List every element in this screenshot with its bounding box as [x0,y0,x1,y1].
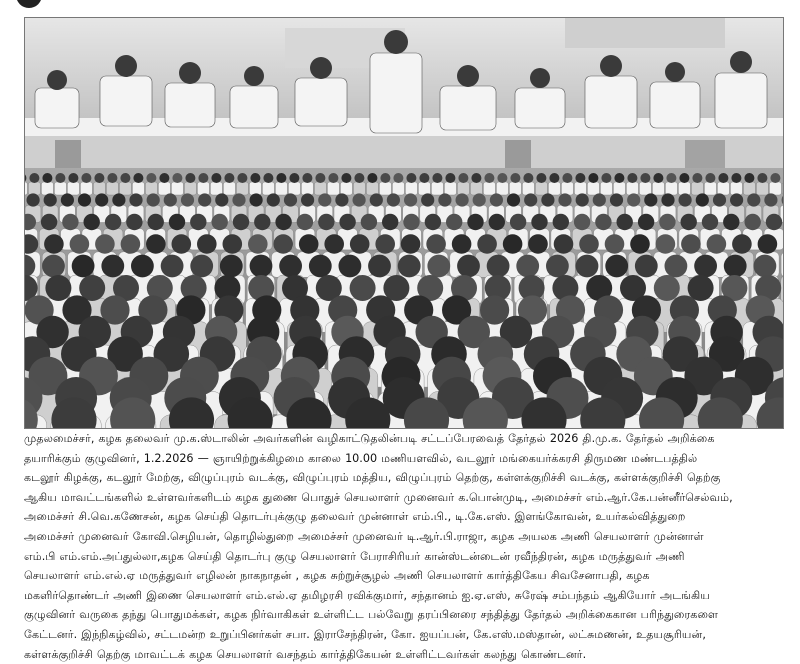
caption-line: கடலூர் கிழக்கு, கடலூர் மேற்கு, விழுப்புரம் வடக்கு, விழுப்புரம் மத்திய, விழுப்புரம் தெற்கு, கள்ளக்குறிச்சி வடக்கு, கள்ளக்குறிச்சி தெற்கு [24,471,721,485]
caption-line: செயலாளர் எம்.எல்.ஏ மருத்துவர் எழிலன் நாகநாதன் , கழக சுற்றுச்சூழல் அணி செயலாளர் கார்த்திகேய சிவசேனாபதி, கழக [24,569,650,583]
caption-line: குழுவினர் வருகை தந்து பொதுமக்கள், கழக நிர்வாகிகள் உள்ளிட்ட பல்வேறு தரப்பினரை சந்தித்து தேர்தல் அறிக்கைகான பரிந்துரைகளை [24,608,719,622]
event-photo [24,17,784,429]
audience-crowd [25,173,783,428]
caption-line: தயாரிக்கும் குழுவினர், 1.2.2026 — ஞாயிற்றுக்கிழமை காலை 10.00 மணியளவில், வடலூர் மங்கையர்க்கரசி திருமண மண்டபத்தில் [24,451,698,465]
caption-line: கள்ளக்குறிச்சி தெற்கு மாவட்டக் கழக செயலாளர் வசந்தம் கார்த்திகேயன் உள்ளிட்டவர்கள் கலந்து கொண்டனர். [24,647,587,661]
caption-line: கேட்டனர். இந்நிகழ்வில், சட்டமன்ற உறுப்பினர்கள் சபா. இராசேந்திரன், கோ. ஐயப்பன், கே.எஸ்.மஸ்தான், லட்சுமணன், உதயசூரியன், [24,627,706,641]
caption-line: மகளிர்தொண்டர் அணி இணை செயலாளர் எம்.எல்.ஏ தமிழரசி ரவிக்குமார், சந்தானம் ஐ.ஏ.எஸ், சுரேஷ் சம்பந்தம் ஆகியோர் அடங்கிய [24,588,710,602]
caption-line: ஆகிய மாவட்டங்களில் உள்ளவர்களிடம் கழக துணை பொதுச் செயலாளர் முனைவர் க.பொன்முடி, அமைச்சர் எம்.ஆர்.கே.பன்னீர்செல்வம், [24,490,733,504]
caption-line: எம்.பி எம்.எம்.அப்துல்லா,கழக செய்தி தொடர்பு குழு செயலாளர் பேராசிரியர் கான்ஸ்டன்டைன் ரவீந்திரன், கழக மருத்துவர் அணி [24,549,685,563]
meeting-crowd-photo [25,18,783,428]
caption-line: அமைச்சர் முனைவர் கோவி.செழியன், தொழில்துறை அமைச்சர் முனைவர் டி.ஆர்.பி.ராஜா, கழக அயலக அணி செயலாளர் முன்னாள் [24,529,704,543]
header-ornament [16,0,42,8]
photo-caption [24,429,782,664]
caption-line: முதலமைச்சர், கழக தலைவர் மு.க.ஸ்டாலின் அவர்களின் வழிகாட்டுதலின்படி சட்டப்பேரவைத் தேர்தல் 2026 தி.மு.க. தேர்தல் அறிக்கை [24,432,715,445]
caption-line: அமைச்சர் சி.வெ.கணேசன், கழக செய்தி தொடர்புக்குழு தலைவர் முன்னாள் எம்.பி., டி.கே.எஸ். இளங்கோவன், உயர்கல்வித்துறை [24,510,686,524]
